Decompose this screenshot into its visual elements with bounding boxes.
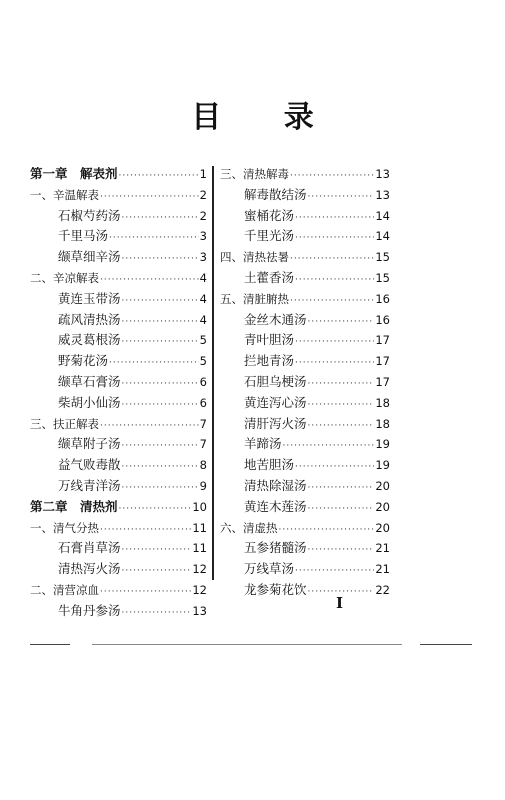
dot-leader [290, 166, 374, 187]
dot-leader [122, 603, 192, 624]
toc-entry-item [30, 476, 207, 497]
toc-entry-section [30, 414, 207, 435]
toc-entry-page: 15 [375, 270, 390, 285]
dot-leader [122, 208, 199, 229]
toc-entry-item [30, 206, 207, 227]
dot-leader [308, 499, 375, 520]
toc-entry-title: 第二章 清热剂 [30, 498, 118, 514]
toc-entry-page: 10 [192, 499, 207, 514]
toc-entry-title: 青叶胆汤 [244, 332, 295, 348]
toc-entry-page: 13 [192, 603, 207, 618]
toc-entry-title: 土藿香汤 [244, 269, 295, 285]
toc-right-column [220, 164, 390, 601]
dot-leader [308, 416, 375, 437]
toc-entry-title: 黄连泻心汤 [244, 394, 307, 410]
toc-entry-page: 15 [375, 250, 390, 265]
toc-entry-title: 一、辛温解表 [30, 187, 99, 202]
toc-entry-title: 清热泻火汤 [58, 561, 121, 577]
toc-entry-item [30, 289, 207, 310]
toc-entry-title: 第一章 解表剂 [30, 166, 118, 181]
toc-entry-title: 一、清气分热 [30, 520, 99, 535]
toc-entry-section [30, 268, 207, 289]
toc-entry-page: 16 [375, 312, 390, 327]
toc-entry-page: 6 [199, 395, 207, 410]
toc-entry-page: 18 [375, 395, 390, 410]
toc-entry-title: 羊蹄汤 [244, 436, 282, 452]
toc-entry-page: 17 [375, 333, 390, 348]
toc-entry-section [30, 185, 207, 206]
toc-entry-section [220, 518, 390, 539]
toc-entry-item [30, 247, 207, 268]
toc-entry-title: 五参猪髓汤 [244, 540, 307, 556]
toc-entry-page: 13 [375, 167, 390, 181]
toc-entry-item [220, 330, 390, 351]
toc-entry-page: 8 [199, 458, 207, 473]
toc-entry-item [220, 226, 390, 247]
dot-leader [122, 561, 192, 582]
toc-entry-page: 12 [192, 562, 207, 577]
toc-entry-item [220, 538, 390, 559]
dot-leader [122, 478, 199, 499]
toc-entry-item [30, 434, 207, 455]
dot-leader [122, 395, 199, 416]
dot-leader [295, 270, 374, 291]
toc-entry-item [220, 497, 390, 518]
toc-entry-page: 6 [199, 374, 207, 389]
dot-leader [122, 291, 199, 312]
toc-entry-page: 18 [375, 416, 390, 431]
toc-entry-page: 4 [199, 291, 207, 306]
dot-leader [295, 208, 374, 229]
toc-entry-item [220, 310, 390, 331]
dot-leader [122, 457, 199, 478]
toc-entry-item [30, 601, 207, 622]
toc-entry-page: 17 [375, 354, 390, 369]
toc-entry-page: 20 [375, 478, 390, 493]
toc-entry-title: 五、清脏腑热 [220, 291, 289, 306]
toc-entry-page: 19 [375, 458, 390, 473]
toc-entry-page: 21 [375, 562, 390, 577]
page-number: I [336, 594, 344, 612]
toc-entry-item [220, 351, 390, 372]
dot-leader [100, 520, 191, 541]
dot-leader [119, 166, 199, 187]
toc-entry-title: 缬草附子汤 [58, 436, 121, 452]
toc-entry-page: 17 [375, 374, 390, 389]
toc-entry-title: 三、扶正解表 [30, 416, 99, 431]
toc-entry-page: 2 [199, 187, 207, 202]
dot-leader [122, 312, 199, 333]
dot-leader [100, 416, 199, 437]
toc-entry-title: 缬草石膏汤 [58, 373, 121, 389]
toc-entry-item [220, 559, 390, 580]
toc-entry-chapter [30, 164, 207, 185]
page-title: 目 录 [191, 100, 340, 135]
toc-entry-chapter [30, 497, 207, 518]
toc-entry-item [220, 580, 390, 601]
toc-entry-page: 7 [199, 437, 207, 452]
toc-entry-page: 11 [192, 541, 207, 556]
dot-leader [295, 457, 374, 478]
toc-entry-title: 黄连玉带汤 [58, 290, 121, 306]
toc-entry-item [30, 393, 207, 414]
toc-entry-title: 威灵葛根汤 [58, 332, 121, 348]
dot-leader [295, 561, 374, 582]
toc-entry-page: 11 [192, 520, 207, 535]
toc-entry-item [30, 226, 207, 247]
toc-entry-title: 黄连木莲汤 [244, 498, 307, 514]
toc-entry-title: 三、清热解毒 [220, 167, 289, 181]
toc-entry-item [220, 372, 390, 393]
toc-entry-item [30, 310, 207, 331]
toc-entry-page: 19 [375, 437, 390, 452]
toc-entry-page: 14 [375, 229, 390, 244]
toc-entry-page: 20 [375, 499, 390, 514]
toc-entry-title: 万线草汤 [244, 561, 295, 577]
toc-entry-item [220, 476, 390, 497]
toc-entry-title: 二、辛凉解表 [30, 270, 99, 285]
toc-entry-section [30, 580, 207, 601]
dot-leader [308, 395, 375, 416]
toc-entry-title: 六、清虚热 [220, 520, 278, 535]
toc-entry-title: 万线青洋汤 [58, 477, 121, 493]
toc-entry-page: 21 [375, 541, 390, 556]
toc-entry-page: 13 [375, 187, 390, 202]
toc-entry-page: 9 [199, 478, 207, 493]
toc-entry-item [30, 330, 207, 351]
toc-entry-item [220, 268, 390, 289]
toc-entry-section [220, 289, 390, 310]
toc-entry-page: 4 [199, 270, 207, 285]
toc-entry-title: 二、清营凉血 [30, 582, 99, 597]
dot-leader [308, 374, 375, 395]
toc-entry-item [30, 455, 207, 476]
toc-entry-page: 14 [375, 208, 390, 223]
footer-rule-segment [420, 644, 472, 645]
toc-entry-title: 千里马汤 [58, 228, 109, 244]
toc-entry-title: 牛角丹参汤 [58, 602, 121, 618]
toc-entry-page: 16 [375, 291, 390, 306]
toc-entry-title: 千里光汤 [244, 228, 295, 244]
toc-entry-page: 5 [199, 354, 207, 369]
toc-entry-title: 益气败毒散 [58, 457, 121, 473]
toc-entry-item [30, 538, 207, 559]
toc-entry-page: 22 [375, 582, 390, 597]
dot-leader [308, 312, 375, 333]
toc-entry-item [30, 372, 207, 393]
dot-leader [119, 499, 192, 520]
dot-leader [122, 436, 199, 457]
toc-entry-section [220, 247, 390, 268]
dot-leader [122, 540, 192, 561]
toc-entry-page: 4 [199, 312, 207, 327]
dot-leader [295, 332, 374, 353]
dot-leader [100, 582, 191, 603]
toc-entry-page: 2 [199, 208, 207, 223]
dot-leader [295, 353, 374, 374]
dot-leader [308, 540, 375, 561]
dot-leader [122, 332, 199, 353]
toc-entry-title: 地苦胆汤 [244, 457, 295, 473]
toc-entry-item [220, 455, 390, 476]
toc-entry-title: 石膏肖草汤 [58, 540, 121, 556]
dot-leader [100, 270, 199, 291]
toc-entry-item [30, 559, 207, 580]
toc-entry-page: 20 [375, 520, 390, 535]
dot-leader [109, 353, 199, 374]
toc-entry-section [220, 164, 390, 185]
toc-entry-item [30, 351, 207, 372]
dot-leader [122, 249, 199, 270]
dot-leader [308, 187, 375, 208]
dot-leader [109, 228, 199, 249]
dot-leader [308, 478, 375, 499]
toc-entry-title: 野菊花汤 [58, 353, 109, 369]
dot-leader [100, 187, 199, 208]
toc-entry-title: 石椒芍药汤 [58, 207, 121, 223]
dot-leader [290, 249, 374, 270]
toc-entry-title: 疏风清热汤 [58, 311, 121, 327]
toc-entry-title: 龙参菊花饮 [244, 581, 307, 597]
toc-entry-title: 石胆乌梗汤 [244, 373, 307, 389]
toc-entry-section [30, 518, 207, 539]
toc-entry-page: 7 [199, 416, 207, 431]
toc-entry-title: 缬草细辛汤 [58, 249, 121, 265]
toc-entry-item [220, 393, 390, 414]
toc-entry-title: 解毒散结汤 [244, 186, 307, 202]
toc-entry-item [220, 414, 390, 435]
toc-entry-item [220, 206, 390, 227]
toc-entry-page: 5 [199, 333, 207, 348]
column-divider [212, 166, 214, 580]
toc-entry-page: 3 [199, 250, 207, 265]
toc-entry-title: 蜜桶花汤 [244, 207, 295, 223]
dot-leader [283, 436, 375, 457]
toc-entry-item [220, 185, 390, 206]
toc-entry-page: 1 [199, 167, 207, 181]
dot-leader [290, 291, 374, 312]
dot-leader [122, 374, 199, 395]
toc-entry-page: 12 [192, 582, 207, 597]
footer-rule-segment [30, 644, 70, 645]
toc-entry-title: 柴胡小仙汤 [58, 394, 121, 410]
toc-entry-title: 清肝泻火汤 [244, 415, 307, 431]
dot-leader [279, 520, 375, 541]
footer-rule-segment [92, 644, 402, 645]
toc-left-column [30, 164, 207, 622]
dot-leader [295, 228, 374, 249]
toc-entry-item [220, 434, 390, 455]
toc-entry-title: 金丝木通汤 [244, 311, 307, 327]
toc-entry-title: 清热除湿汤 [244, 477, 307, 493]
toc-entry-page: 3 [199, 229, 207, 244]
toc-entry-title: 四、清热祛暑 [220, 250, 289, 265]
toc-entry-title: 拦地青汤 [244, 353, 295, 369]
